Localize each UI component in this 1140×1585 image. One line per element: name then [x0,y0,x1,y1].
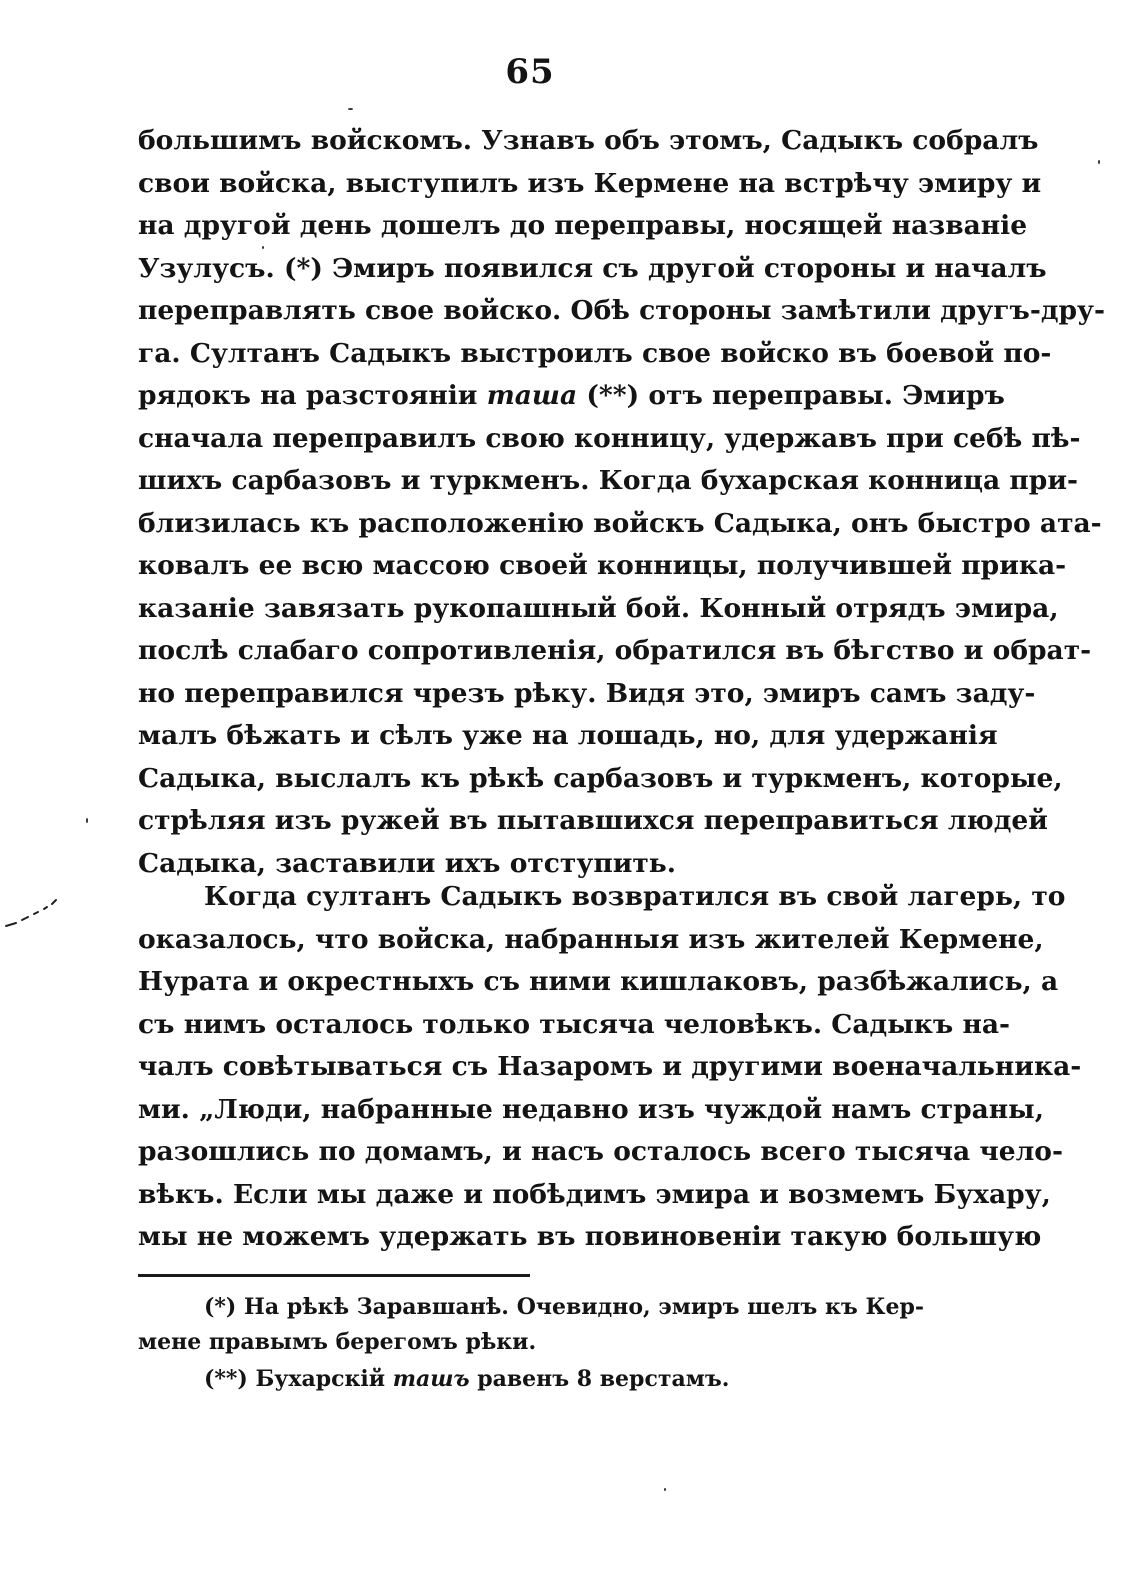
text-line: сначала переправилъ свою конницу, удержавъ при себѣ пѣ- [138,422,1081,454]
text-line: га. Султанъ Садыкъ выстроилъ свое войско въ боевой по- [138,337,1052,369]
text-line: Нурата и окрестныхъ съ ними кишлаковъ, разбѣжались, а [138,966,1059,997]
footnote-prefix: (**) Бухарскій [204,1366,386,1392]
text-line: вѣкъ. Если мы даже и побѣдимъ эмира и возмемъ Бухару, [138,1178,1051,1210]
text-line: близилась къ расположенію войскъ Садыка, онъ быстро ата- [138,507,1102,539]
footnote-line: (*) На рѣкѣ Заравшанѣ. Очевидно, эмиръ шелъ къ Кер- [204,1294,924,1320]
text-line: Узулусъ. (*) Эмиръ появился съ другой стороны и началъ [138,252,1047,284]
paragraph-2 [138,876,1082,1259]
text-line: на другой день дошелъ до переправы, носящей названіе [138,210,1028,241]
line-segment: рядокъ на разстояніи [138,380,478,411]
text-line: Когда султанъ Садыкъ возвратился въ свой лагерь, то [204,881,1066,912]
paragraph-1 [138,120,1105,885]
italic-term: таша [486,380,578,411]
text-line: стрѣляя изъ ружей въ пытавшихся переправиться людей [138,805,1048,836]
page-number: 65 [505,52,555,92]
line-segment: (**) отъ переправы. Эмиръ [586,380,1005,411]
italic-term: ташъ [392,1366,470,1392]
paper-speck [1098,160,1100,164]
text-line: съ нимъ осталось только тысяча человѣкъ. Садыкъ на- [138,1008,1011,1040]
margin-scribble-icon [4,898,62,928]
text-line-with-italic [138,375,1005,418]
paper-speck [348,108,353,110]
text-line: мы не можемъ удержать въ повиновеніи такую большую [138,1221,1042,1252]
footnote-line [138,1362,924,1397]
paper-speck [664,1488,666,1491]
text-line: свои войска, выступилъ изъ Кермене на встрѣчу эмиру и [138,167,1042,199]
footnote-1 [138,1290,924,1360]
footnote-2 [138,1362,924,1397]
text-line: Садыка, заставили ихъ отступить. [138,847,676,879]
paper-speck [262,246,264,249]
text-line: разошлись по домамъ, и насъ осталось всего тысяча чело- [138,1136,1063,1167]
text-line: послѣ слабаго сопротивленія, обратился въ бѣгство и обрат- [138,635,1092,666]
footnote-suffix: равенъ 8 верстамъ. [477,1366,730,1392]
paper-speck [86,818,88,823]
text-line: переправлять свое войско. Обѣ стороны замѣтили другъ-дру- [138,295,1105,326]
text-line: шихъ сарбазовъ и туркменъ. Когда бухарская конница при- [138,465,1078,496]
footnote-rule [138,1274,530,1277]
text-line: чалъ совѣтываться съ Назаромъ и другими военачальника- [138,1051,1082,1082]
text-line: оказалось, что войска, набранныя изъ жителей Кермене, [138,923,1044,955]
footnote-line: мене правымъ берегомъ рѣки. [138,1329,537,1355]
text-line: казаніе завязать рукопашный бой. Конный отрядъ эмира, [138,592,1059,624]
text-line: Садыка, выслалъ къ рѣкѣ сарбазовъ и туркменъ, которые, [138,762,1063,794]
text-line: но переправился чрезъ рѣку. Видя это, эмиръ самъ заду- [138,677,1036,709]
text-line: малъ бѣжать и сѣлъ уже на лошадь, но, для удержанія [138,720,998,751]
text-line: большимъ войскомъ. Узнавъ объ этомъ, Садыкъ собралъ [138,125,1039,156]
text-line: ми. „Люди, набранные недавно изъ чуждой намъ страны, [138,1093,1044,1125]
text-line: ковалъ ее всю массою своей конницы, получившей прика- [138,550,1067,581]
